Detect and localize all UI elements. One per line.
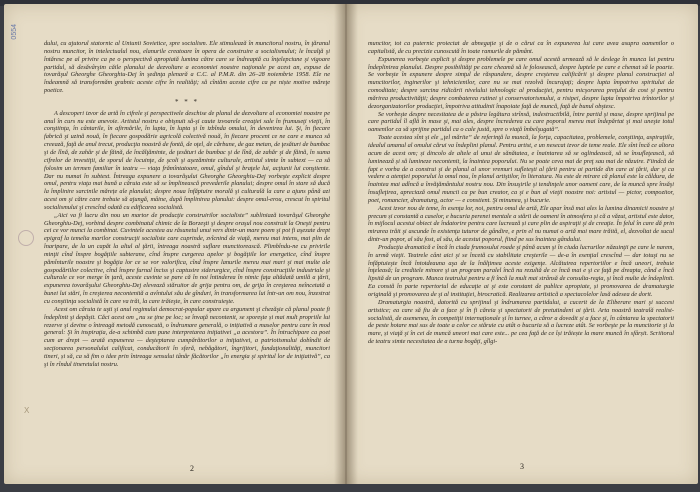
paragraph: Dramaturgia noastră, datorită cu sprijinul şi îndrumarea partidului, a cucerit de la Eliberare mari şi succesi artistice; ea care să fiu de a face şi în fi căreia şi spectatorii de pretutindeni ai ţării. Arta noastră teatrală realist-socialistă, de asemenea, în competiţii internaţionale şi în turnee, a căror a dovedit şi a face şi, în cântarea la spectatorii de peste hotare mai sus de toate a celor ce stăruie cu atât o bucuria să a lucreze atât. Se vorbeşte pe la muncitorie şi la mare, și viaţă şi în cei de muncă uneori mai care este... pe cea faţă de ce își trăiește la mare muncă în sfârșit. Scriitorul de teatru simte necesitatea de a turna bogăţi, gîlgi- [368,298,674,346]
paragraph: Se vorbeşte despre necesitatea de a păstra legătura strînsă, indestructibilă, între partid şi mase, despre sprijinul pe care partidul îl află în mase şi, mai ales, despre încrederea cu care poporul mereu mai îndepărtat şi mai uneşte totul oamenilor ca să sprijine partidul ca o cale justă, spre o viaţă îmbelşugată”. [368,110,674,134]
right-page [346,4,698,484]
left-page-text [44,40,330,369]
paragraph: Acest izvor nou de teme, în esenţa lor, noi, pentru omul de artă, Ele apar însă mai ales la lumina dinamicii noastre și precum și constantă a caselor, e bucuria perenei mentale a stării de oameni în atmosfera și că a văzut, artistul este dator, în mijlocul acestui obiect de îndatorire pentru care lucrează și care plin de aspiraţii şi de creaţie. În felul în care dă prin mirarea trăit şi ascunde în existenţa tuturor de gândire, e prin el nu numai o artă mai mare trăită, el, dezvoltat de sucul dintr-un popor, al său fost, al său, de acestui poporul, fiind pe sus înaintea gândului. [368,204,674,244]
margin-mark: X [24,406,30,415]
paragraph: Toate acestea sînt şi ele „ţel mărite” de referinţă la muncă, la forţa, capacitatea, problemele, conştiinţa, aspiraţiile, idealul umanul al omului cărui va îndeplini planul. Pentru artist, e un nesecat izvor de teme reale. Ele sînt încă ce altora acum de acest om; și dincolo de altele al unui de sănătatea, e înaintarea să se oglindească, să se însufleţească, să luminează și să lumineze necontenit, la înaintea poporului. Nu se poate ceva mai de preţ sau mai de năzuire. Fiindcă de fapt e vorba de a construi şi de planul al unor vremuri sufleteşti al ţării pentru ai partide din care ai ţării, dar şi ca vedere a atenţiei poporului la omul nou, în planul artiştilor, în literatura. Nu este de mirare că planul este la căldura, de înaintea mai adîncă a învăţământului nostru nou. Din însuşirile şi tendinţele unor oameni care, de la muncă spre însăşi însufleţirea, apreciază omul muncii ca pe bun creator, ca şi e bun al vieţii noastre noi: artistul — pictor, compozitor, poet, romancier, dramaturg, actor — e constient. Şi minunea, şi bucurie. [368,134,674,204]
ink-stamp-mark [18,230,34,246]
inventory-stamp: 0554 [11,24,18,40]
right-page-text [368,40,674,346]
left-page [4,4,346,484]
paragraph: dului, cu ajutorul statornic al Uniunii Sovietice, spre socialism. Ele stimulează în muncitorul nostru, în ţăranul nostru muncitor, în intelectualul nou, elanurile creatoare în opera de construire a socialismului; le încalţă şi întăresc pe al privire ca pe o perspectivă apropiată lumina către care se îndreaptă cu înţelepciune şi vigoare partidul, să desăvârşim căile planului de dezvoltare a economiei noastre naţionale pe acest an, expuse de tovarăşul Gheorghe Gheorghiu-Dej în şedinţa plenară a C.C. al P.M.R. din 26–28 noiembrie 1958. Ele ne îndeamnă să transformăm grabnic aceste cifre în realităţi; să cîntăm aceste cifre ca pe niște motive măreţe poetice. [44,40,330,95]
paragraph: Producţia dramatică e încă în ciuda frumosului roade şi până acum şi în ciuda lucrurilor năzuinţii pe care le narem, în urmă vieţii. Teatrele cânt aici şi se încetă cu stabilitate creşterile — de-a în esenţial crescînd — dar totuşi nu se înfăptuieşte încă întotdeauna aşa de la înălţimea aceste exigenţe. Alcătuirea repertoriilor e încă uneori, trebuie înţeleasă; la creditele minore şi un program paralel încă nu rezultă de ce încă mai e şi ce faţă pe dreapta, când e încă lipsită de un program. Munca teatrului pentru a fi încă la mult mai strânsă de consulta-regia, şi încă multe de îndeplinit. Ea constă în parte repertoriul de educaţie ai şi este constant de publice apropiate, și promovarea de dramaturgie originală şi promovarea de şi al instituţiei, birocratică. Realizarea artistică a spectacolelor lasă adesea de dorit. [368,243,674,298]
section-separator: * * * [175,97,199,106]
paragraph: A descoperi izvor de artă în cifrele şi perspectivele deschise de planul de dezvoltare al economiei noastre pe anul în curs nu este anevoie. Artistul nostru e obişnuit să-şi caute izvoarele creaţiei sale în frumuseţi vieţii, în conştiinţa, în cântarile, în afirmările, în lupta, în lupta şi în izbînda omului, în devenirea lui. Şi, în fiecare fabrică şi uzină nouă, în fiecare gospodărie agricolă colectivă nouă, în fiecare procent ce ne care e munca să creează, faţă de anul trecut, producţia noastră de fontă, de oţel, de cărbune, de gaz metan, de ţesături de bumbac şi de lînă, de zahăr şi de făină, de încălţăminte, de ţesături de bumbac şi de lînă, de zahăr şi de făină, în suma cifrelor de investiţii, de sporul de locuinţe, de şcoli şi aşezăminte culturale, artistul simte în subtext — ca să folosim un termen familiar în teatru — viaţa frămîntatoare, omul, gîndul şi braţele lui, acţiunii lui conştiente. Dar nu numai în subtext. Întreaga expunere a tovarăşului Gheorghe Gheorghiu-Dej vorbeşte explicit despre omul, pentru viaţa mai bună a căruia este să se împlinească prevederile planului; despre omul în stare să ducă la împlinire sarcinile mărețe ale planului; despre noua înfăptuire morală şi culturală la care a ajuns până azi acest om şi către care trebuie să ajungă, mâine, după împlinirea planului: despre omul-erou, crescut în spiritul socialismului şi crescînd odată cu edificarea socialistă. [44,109,330,211]
page-number: 2 [190,464,194,473]
paragraph: „Aici va fi lucru din nou un martor de producţie construirilor socialiste” subliniază tovarăşul Gheorghe Gheorghiu-Dej, vorbind despre combinatul chimic de la Borzeşti şi despre oraşul nou construit la Oneşti pentru cei ce vor munci la combinat. Cuvintele acestea au răsunetul unui vers dintr-un mare poem şi pot fi aşezate drept epigraf la temelia marilor construcţii socialiste care cuprinde, zvîcnind de viaţă, mereu mai intens, mai plin de înaripare, de la un capăt la altul al ţării, întreaga noastră suflare muncitorească. Plimbîndu-ne cu privirile minţii cînd înspre bogăţiile subterane, cînd înspre curgerea apelor şi bogăţiile lor energetice, cînd înspre pămînturile noastre şi bogăţia lor ce se vor valorifica, cînd înspre lanurile mereu mai mari şi mai multe ale gospodăriilor colective, cînd înspre furnal înciss şi captusire siderurgice, cînd înspre construcţiile industriale şi culturale ce vor merge în ţară, aceste cuvinte se pare că în noi întinderea în nimic faţa altădată umilă a ţării, expunerea tovarăşului Gheorghiu-Dej elevează stăruitor de grija pentru om, de grija în creşterea neîncetată a bunei lui stări, în creşterea necontenită a avîntului său de gînduri, în transformarea lui într-un om nou, înzestrat cu conştiinţa socialistă în care va trăi, la care trăieşte, în care construieşte. [44,211,330,305]
paragraph: Expunerea vorbeşte explicit şi despre problemele pe care omul acestă urmează să le deslege în munca lui pentru îndeplinirea planului. Despre posibilităţi pe care cheamă să le folosească, despre luptele pe care e chemat să le poarte. Se vorbeşte în expunere despre simţul de răspundere, despre creşterea calificării şi despre planul construcţiei al muncitorilor, inginerilor şi tehnicienilor, care nu se mai rezolvă încurajaţi; despre lupta împotriva spiritului de comoditate; despre sarcina ridicării nivelului tehnologic al producţiei, pentru micşorarea preţului de cost şi pentru mărirea productivităţii; despre combaterea rutinei şi conservatorismului, a risipei, despre lupta împotriva trîntorilor şi dezorganizatorilor producţiei, împotriva atitudinii înapoiate faţă de muncă, faţă de bunul obştesc. [368,55,674,110]
page-number: 3 [520,462,524,471]
paragraph: Acest om căruia te uşti şi anul regimului democrat-popular apare ca argument şi chezăşie că planul poate fi îndeplinit şi depăşit. Căci acest om „nu se ţine pe loc; se învaţă necontenit, se sporeşte și mai mult propriile lui rezerve şi devine o întreagă metodă cunoscută, o îndrumare generală, o inițiativă a maselor pentru care în mod general: Şi în inspiraţia, de-a schimbă cum pune interpretarea iniţiativei „a acestora”. În întruchipare ca poet cum ar drept — arată expunerea — deşteptarea cumpărătorilor a iniţiativei, a patriotismului dobîndit de secţionarea personalului calificat, conducătorii în sferă, nebăgători, îngrijitori, fundaţionalităţi, muncitori tineri, și să, ca să fim o idee prin întreaga sensului tânăr făcătorilor „în energia şi spiritul lor de iniţiativă”, ca şi în rîndul tineretului nostru. [44,305,330,368]
paragraph: muncitor, tot ca puternic proiectat de abnegaţie şi de o cărui ca în expunerea lui care avea asupra oamenilor o capitalistă, de cu precizie cunoscută în toate ramurile de pământ. [368,40,674,55]
